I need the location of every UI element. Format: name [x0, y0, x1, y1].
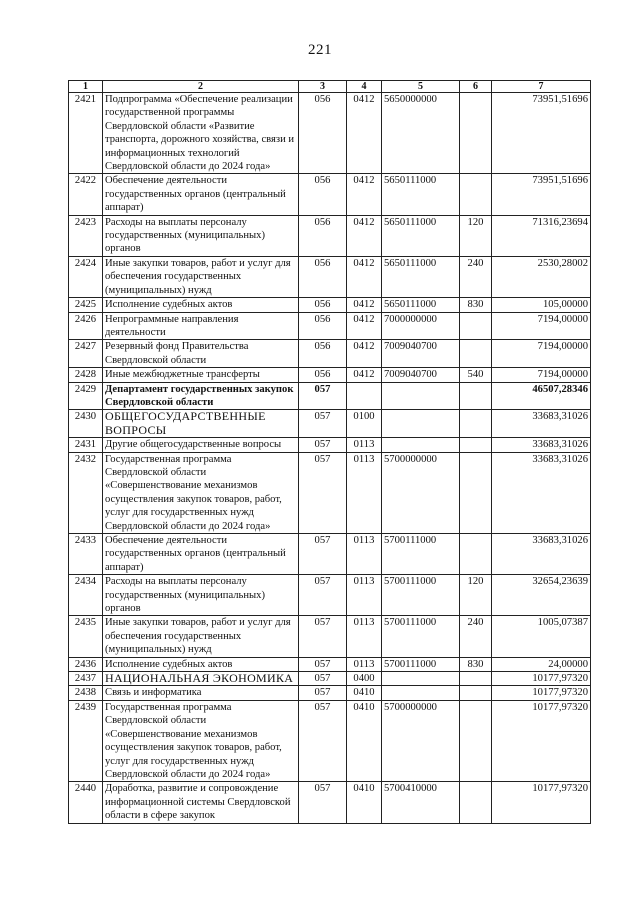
row-number-cell: 2425	[69, 298, 103, 312]
row-name-cell: Иные закупки товаров, работ и услуг для обеспечения государственных (муниципальных) нужд	[103, 616, 299, 657]
row-section-code-cell: 0412	[347, 312, 382, 340]
row-section-code-cell: 0412	[347, 215, 382, 256]
row-ministry-code-cell: 057	[299, 700, 347, 781]
row-section-code-cell: 0412	[347, 174, 382, 215]
row-amount-cell: 33683,31026	[492, 452, 591, 533]
table-row	[69, 616, 591, 657]
row-amount-cell: 7194,00000	[492, 340, 591, 368]
row-target-article-cell: 5650111000	[382, 298, 460, 312]
row-target-article-cell: 5700111000	[382, 534, 460, 575]
row-target-article-cell: 5700111000	[382, 575, 460, 616]
row-section-code-cell: 0113	[347, 452, 382, 533]
row-name-cell: Расходы на выплаты персоналу государственных (муниципальных) органов	[103, 215, 299, 256]
table-row	[69, 438, 591, 452]
row-name-cell: Расходы на выплаты персоналу государственных (муниципальных) органов	[103, 575, 299, 616]
table-row	[69, 410, 591, 438]
row-amount-cell: 10177,97320	[492, 700, 591, 781]
table-row	[69, 368, 591, 382]
row-ministry-code-cell: 057	[299, 672, 347, 686]
table-row	[69, 452, 591, 533]
row-name-cell: Доработка, развитие и сопровождение информационной системы Свердловской области в сфере закупок	[103, 782, 299, 823]
row-amount-cell: 10177,97320	[492, 686, 591, 700]
row-name-cell: Непрограммные направления деятельности	[103, 312, 299, 340]
row-amount-cell: 1005,07387	[492, 616, 591, 657]
row-expense-type-cell	[460, 312, 492, 340]
row-expense-type-cell: 120	[460, 575, 492, 616]
row-number-cell: 2437	[69, 672, 103, 686]
row-target-article-cell: 5650111000	[382, 174, 460, 215]
table-row	[69, 312, 591, 340]
row-ministry-code-cell: 056	[299, 174, 347, 215]
row-name-cell: Иные закупки товаров, работ и услуг для обеспечения государственных (муниципальных) нужд	[103, 256, 299, 297]
row-name-cell: Другие общегосударственные вопросы	[103, 438, 299, 452]
row-number-cell: 2440	[69, 782, 103, 823]
row-expense-type-cell: 240	[460, 616, 492, 657]
row-amount-cell: 7194,00000	[492, 312, 591, 340]
row-section-code-cell: 0410	[347, 686, 382, 700]
table-row	[69, 782, 591, 823]
row-section-code-cell: 0412	[347, 93, 382, 174]
table-row	[69, 340, 591, 368]
row-section-code-cell: 0412	[347, 368, 382, 382]
row-name-cell: НАЦИОНАЛЬНАЯ ЭКОНОМИКА	[103, 672, 299, 686]
row-ministry-code-cell: 057	[299, 782, 347, 823]
row-section-code-cell: 0412	[347, 256, 382, 297]
row-name-cell: Связь и информатика	[103, 686, 299, 700]
row-expense-type-cell: 540	[460, 368, 492, 382]
row-section-code-cell: 0412	[347, 298, 382, 312]
row-ministry-code-cell: 057	[299, 657, 347, 671]
row-expense-type-cell: 830	[460, 657, 492, 671]
row-number-cell: 2435	[69, 616, 103, 657]
row-amount-cell: 33683,31026	[492, 534, 591, 575]
row-section-code-cell: 0113	[347, 657, 382, 671]
row-expense-type-cell	[460, 782, 492, 823]
row-target-article-cell: 5700000000	[382, 452, 460, 533]
table-row	[69, 657, 591, 671]
header-col-2: 2	[103, 81, 299, 93]
row-target-article-cell: 5700000000	[382, 700, 460, 781]
row-expense-type-cell: 240	[460, 256, 492, 297]
table-row	[69, 93, 591, 174]
row-ministry-code-cell: 057	[299, 616, 347, 657]
header-col-7: 7	[492, 81, 591, 93]
header-col-1: 1	[69, 81, 103, 93]
row-ministry-code-cell: 057	[299, 534, 347, 575]
row-amount-cell: 33683,31026	[492, 410, 591, 438]
row-amount-cell: 2530,28002	[492, 256, 591, 297]
row-target-article-cell: 5650111000	[382, 215, 460, 256]
row-section-code-cell: 0113	[347, 534, 382, 575]
row-number-cell: 2439	[69, 700, 103, 781]
row-ministry-code-cell: 057	[299, 575, 347, 616]
row-amount-cell: 71316,23694	[492, 215, 591, 256]
header-col-5: 5	[382, 81, 460, 93]
row-name-cell: ОБЩЕГОСУДАРСТВЕННЫЕ ВОПРОСЫ	[103, 410, 299, 438]
row-number-cell: 2431	[69, 438, 103, 452]
row-target-article-cell	[382, 672, 460, 686]
row-amount-cell: 105,00000	[492, 298, 591, 312]
row-name-cell: Обеспечение деятельности государственных органов (центральный аппарат)	[103, 534, 299, 575]
row-name-cell: Иные межбюджетные трансферты	[103, 368, 299, 382]
row-expense-type-cell	[460, 93, 492, 174]
row-section-code-cell: 0412	[347, 340, 382, 368]
row-ministry-code-cell: 056	[299, 256, 347, 297]
row-section-code-cell: 0113	[347, 438, 382, 452]
row-name-cell: Исполнение судебных актов	[103, 298, 299, 312]
row-name-cell: Обеспечение деятельности государственных органов (центральный аппарат)	[103, 174, 299, 215]
row-section-code-cell: 0113	[347, 575, 382, 616]
row-amount-cell: 7194,00000	[492, 368, 591, 382]
row-number-cell: 2426	[69, 312, 103, 340]
row-number-cell: 2424	[69, 256, 103, 297]
row-amount-cell: 24,00000	[492, 657, 591, 671]
row-name-cell: Подпрограмма «Обеспечение реализации государственной программы Свердловской области «Развитие транспорта, дорожного хозяйства, связи и информационных технологий Свердловской области до 2024 года»	[103, 93, 299, 174]
row-expense-type-cell	[460, 340, 492, 368]
row-target-article-cell: 5700111000	[382, 616, 460, 657]
row-expense-type-cell	[460, 438, 492, 452]
row-number-cell: 2436	[69, 657, 103, 671]
row-ministry-code-cell: 056	[299, 298, 347, 312]
row-name-cell: Исполнение судебных актов	[103, 657, 299, 671]
row-section-code-cell: 0410	[347, 700, 382, 781]
row-amount-cell: 73951,51696	[492, 174, 591, 215]
header-col-3: 3	[299, 81, 347, 93]
row-expense-type-cell: 830	[460, 298, 492, 312]
row-target-article-cell: 5650000000	[382, 93, 460, 174]
row-name-cell: Департамент государственных закупок Свердловской области	[103, 382, 299, 410]
row-ministry-code-cell: 056	[299, 93, 347, 174]
table-row	[69, 700, 591, 781]
row-expense-type-cell	[460, 174, 492, 215]
row-target-article-cell: 7000000000	[382, 312, 460, 340]
row-number-cell: 2438	[69, 686, 103, 700]
row-section-code-cell: 0400	[347, 672, 382, 686]
row-amount-cell: 73951,51696	[492, 93, 591, 174]
row-number-cell: 2422	[69, 174, 103, 215]
row-target-article-cell: 7009040700	[382, 368, 460, 382]
row-expense-type-cell	[460, 672, 492, 686]
row-name-cell: Государственная программа Свердловской области «Совершенствование механизмов осуществления закупок товаров, работ, услуг для государственных нужд Свердловской области до 2024 года»	[103, 452, 299, 533]
row-target-article-cell	[382, 686, 460, 700]
row-number-cell: 2433	[69, 534, 103, 575]
row-amount-cell: 10177,97320	[492, 672, 591, 686]
row-ministry-code-cell: 057	[299, 410, 347, 438]
row-ministry-code-cell: 057	[299, 452, 347, 533]
row-expense-type-cell	[460, 534, 492, 575]
row-section-code-cell: 0113	[347, 616, 382, 657]
row-number-cell: 2432	[69, 452, 103, 533]
row-number-cell: 2430	[69, 410, 103, 438]
table-row	[69, 382, 591, 410]
row-expense-type-cell	[460, 452, 492, 533]
row-amount-cell: 46507,28346	[492, 382, 591, 410]
table-row	[69, 672, 591, 686]
row-target-article-cell	[382, 410, 460, 438]
row-target-article-cell: 5700410000	[382, 782, 460, 823]
row-target-article-cell	[382, 438, 460, 452]
row-ministry-code-cell: 057	[299, 382, 347, 410]
row-ministry-code-cell: 056	[299, 312, 347, 340]
row-target-article-cell: 7009040700	[382, 340, 460, 368]
row-section-code-cell	[347, 382, 382, 410]
budget-table	[68, 80, 591, 824]
row-ministry-code-cell: 057	[299, 686, 347, 700]
row-number-cell: 2421	[69, 93, 103, 174]
row-expense-type-cell	[460, 686, 492, 700]
table-row	[69, 215, 591, 256]
row-name-cell: Государственная программа Свердловской области «Совершенствование механизмов осуществления закупок товаров, работ, услуг для государственных нужд Свердловской области до 2024 года»	[103, 700, 299, 781]
row-ministry-code-cell: 056	[299, 340, 347, 368]
page-number: 221	[308, 42, 332, 58]
row-expense-type-cell	[460, 410, 492, 438]
table-row	[69, 686, 591, 700]
row-section-code-cell: 0100	[347, 410, 382, 438]
table-row	[69, 256, 591, 297]
row-target-article-cell: 5700111000	[382, 657, 460, 671]
row-amount-cell: 33683,31026	[492, 438, 591, 452]
row-section-code-cell: 0410	[347, 782, 382, 823]
table-row	[69, 298, 591, 312]
row-number-cell: 2423	[69, 215, 103, 256]
row-ministry-code-cell: 057	[299, 438, 347, 452]
table-row	[69, 174, 591, 215]
row-target-article-cell: 5650111000	[382, 256, 460, 297]
row-expense-type-cell: 120	[460, 215, 492, 256]
row-ministry-code-cell: 056	[299, 215, 347, 256]
header-col-4: 4	[347, 81, 382, 93]
row-number-cell: 2434	[69, 575, 103, 616]
table-row	[69, 575, 591, 616]
row-ministry-code-cell: 056	[299, 368, 347, 382]
row-number-cell: 2429	[69, 382, 103, 410]
row-name-cell: Резервный фонд Правительства Свердловской области	[103, 340, 299, 368]
row-amount-cell: 10177,97320	[492, 782, 591, 823]
row-number-cell: 2428	[69, 368, 103, 382]
row-expense-type-cell	[460, 700, 492, 781]
header-col-6: 6	[460, 81, 492, 93]
table-row	[69, 534, 591, 575]
table-body	[69, 93, 591, 824]
row-amount-cell: 32654,23639	[492, 575, 591, 616]
table-header-row	[69, 81, 591, 93]
row-expense-type-cell	[460, 382, 492, 410]
row-target-article-cell	[382, 382, 460, 410]
row-number-cell: 2427	[69, 340, 103, 368]
